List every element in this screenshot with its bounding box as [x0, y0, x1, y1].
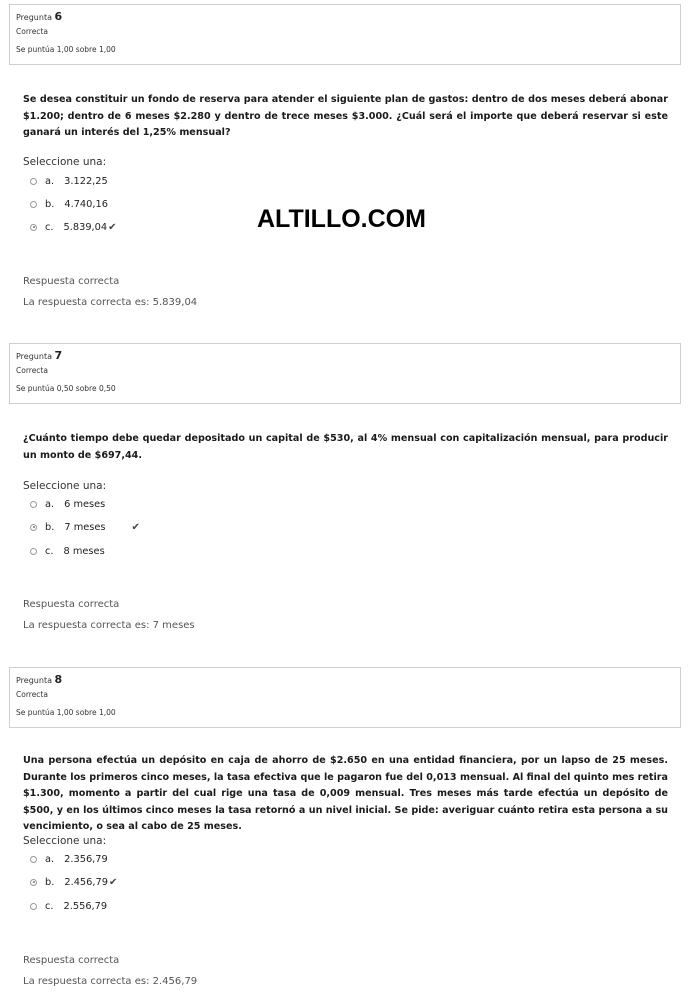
answer-value: 2.356,79	[64, 853, 108, 865]
answer-value: 4.740,16	[64, 198, 108, 210]
question-state: Correcta	[16, 690, 48, 699]
select-one-prompt: Seleccione una:	[23, 835, 107, 847]
answer-letter: c.	[45, 545, 54, 557]
question-number-line	[16, 11, 674, 24]
answer-value: 5.839,04	[63, 221, 108, 233]
question-text-8: Una persona efectúa un depósito en caja de ahorro de $2.650 en una entidad financiera, por un lapso de 25 meses. Durante los primeros cinco meses, la tasa efectiva que le pagaron fue del 0,013 mensual. Al final del quinto mes retira $1.300, momento a partir del cual rige una tasa de 0,009 mensual. Tres meses más tarde efectúa un depósito de $500, y en los últimos cinco meses la tasa retornó a un nivel inicial. Se pide: averiguar cuánto retira esta persona a su vencimiento, o sea al cabo de 25 meses.	[23, 755, 668, 832]
answer-value: 2.556,79	[63, 900, 108, 912]
check-icon: ✔	[131, 521, 140, 533]
answer-letter: b.	[45, 198, 55, 210]
radio-button-selected[interactable]	[30, 524, 37, 531]
select-one-prompt: Seleccione una:	[23, 156, 107, 168]
answer-value: 3.122,25	[64, 175, 108, 187]
answer-letter: a.	[45, 498, 55, 510]
right-answer-text: La respuesta correcta es: 5.839,04	[23, 297, 198, 308]
answer-option[interactable]	[30, 852, 108, 866]
check-icon: ✔	[108, 876, 118, 888]
question-label: Pregunta	[16, 676, 52, 685]
radio-button[interactable]	[30, 178, 37, 185]
answer-value: 7 meses	[64, 521, 106, 533]
right-answer-text: La respuesta correcta es: 7 meses	[23, 620, 195, 631]
answer-option[interactable]	[30, 497, 105, 511]
radio-button[interactable]	[30, 501, 37, 508]
answer-letter: c.	[45, 221, 54, 233]
answer-letter: c.	[45, 900, 54, 912]
answer-option[interactable]	[30, 174, 108, 188]
answer-letter: b.	[45, 876, 55, 888]
question-label: Pregunta	[16, 13, 52, 22]
answer-value: 8 meses	[63, 545, 105, 557]
question-number: 8	[54, 673, 63, 686]
radio-button[interactable]	[30, 548, 37, 555]
answer-option[interactable]	[30, 544, 105, 558]
right-answer-text: La respuesta correcta es: 2.456,79	[23, 976, 198, 987]
question-text-6: Se desea constituir un fondo de reserva para atender el siguiente plan de gastos: dentro de dos meses deberá abonar $1.200; dentro de 6 meses $2.280 y dentro de trece meses $3.000. ¿Cuál será el importe que deberá reservar si este ganará un interés del 1,25% mensual?	[23, 94, 668, 138]
question-grade: Se puntúa 1,00 sobre 1,00	[16, 45, 116, 54]
watermark: ALTILLO.COM	[257, 205, 426, 233]
question-number-line	[16, 674, 674, 687]
answer-option[interactable]	[30, 520, 140, 534]
question-number: 7	[54, 349, 63, 362]
question-state: Correcta	[16, 366, 48, 375]
question-state: Correcta	[16, 27, 48, 36]
question-info-7	[9, 343, 681, 404]
question-text-7: ¿Cuánto tiempo debe quedar depositado un capital de $530, al 4% mensual con capitalización mensual, para producir un monto de $697,44.	[23, 433, 668, 461]
answer-value: 6 meses	[64, 498, 106, 510]
answer-option[interactable]	[30, 220, 117, 234]
question-info-8	[9, 667, 681, 728]
radio-button[interactable]	[30, 201, 37, 208]
radio-button-selected[interactable]	[30, 879, 37, 886]
question-grade: Se puntúa 0,50 sobre 0,50	[16, 384, 116, 393]
question-info-6	[9, 4, 681, 65]
answer-letter: a.	[45, 853, 55, 865]
feedback-text: Respuesta correcta	[23, 599, 120, 610]
answer-option[interactable]	[30, 875, 117, 889]
answer-option[interactable]	[30, 197, 108, 211]
radio-button-selected[interactable]	[30, 224, 37, 231]
radio-button[interactable]	[30, 856, 37, 863]
feedback-text: Respuesta correcta	[23, 276, 120, 287]
answer-option[interactable]	[30, 899, 107, 913]
question-number-line	[16, 350, 674, 363]
answer-letter: b.	[45, 521, 55, 533]
question-number: 6	[54, 10, 63, 23]
radio-button[interactable]	[30, 903, 37, 910]
answer-value: 2.456,79	[64, 876, 108, 888]
select-one-prompt: Seleccione una:	[23, 480, 107, 492]
feedback-text: Respuesta correcta	[23, 955, 120, 966]
question-label: Pregunta	[16, 352, 52, 361]
answer-letter: a.	[45, 175, 55, 187]
question-grade: Se puntúa 1,00 sobre 1,00	[16, 708, 116, 717]
check-icon: ✔	[108, 221, 117, 233]
